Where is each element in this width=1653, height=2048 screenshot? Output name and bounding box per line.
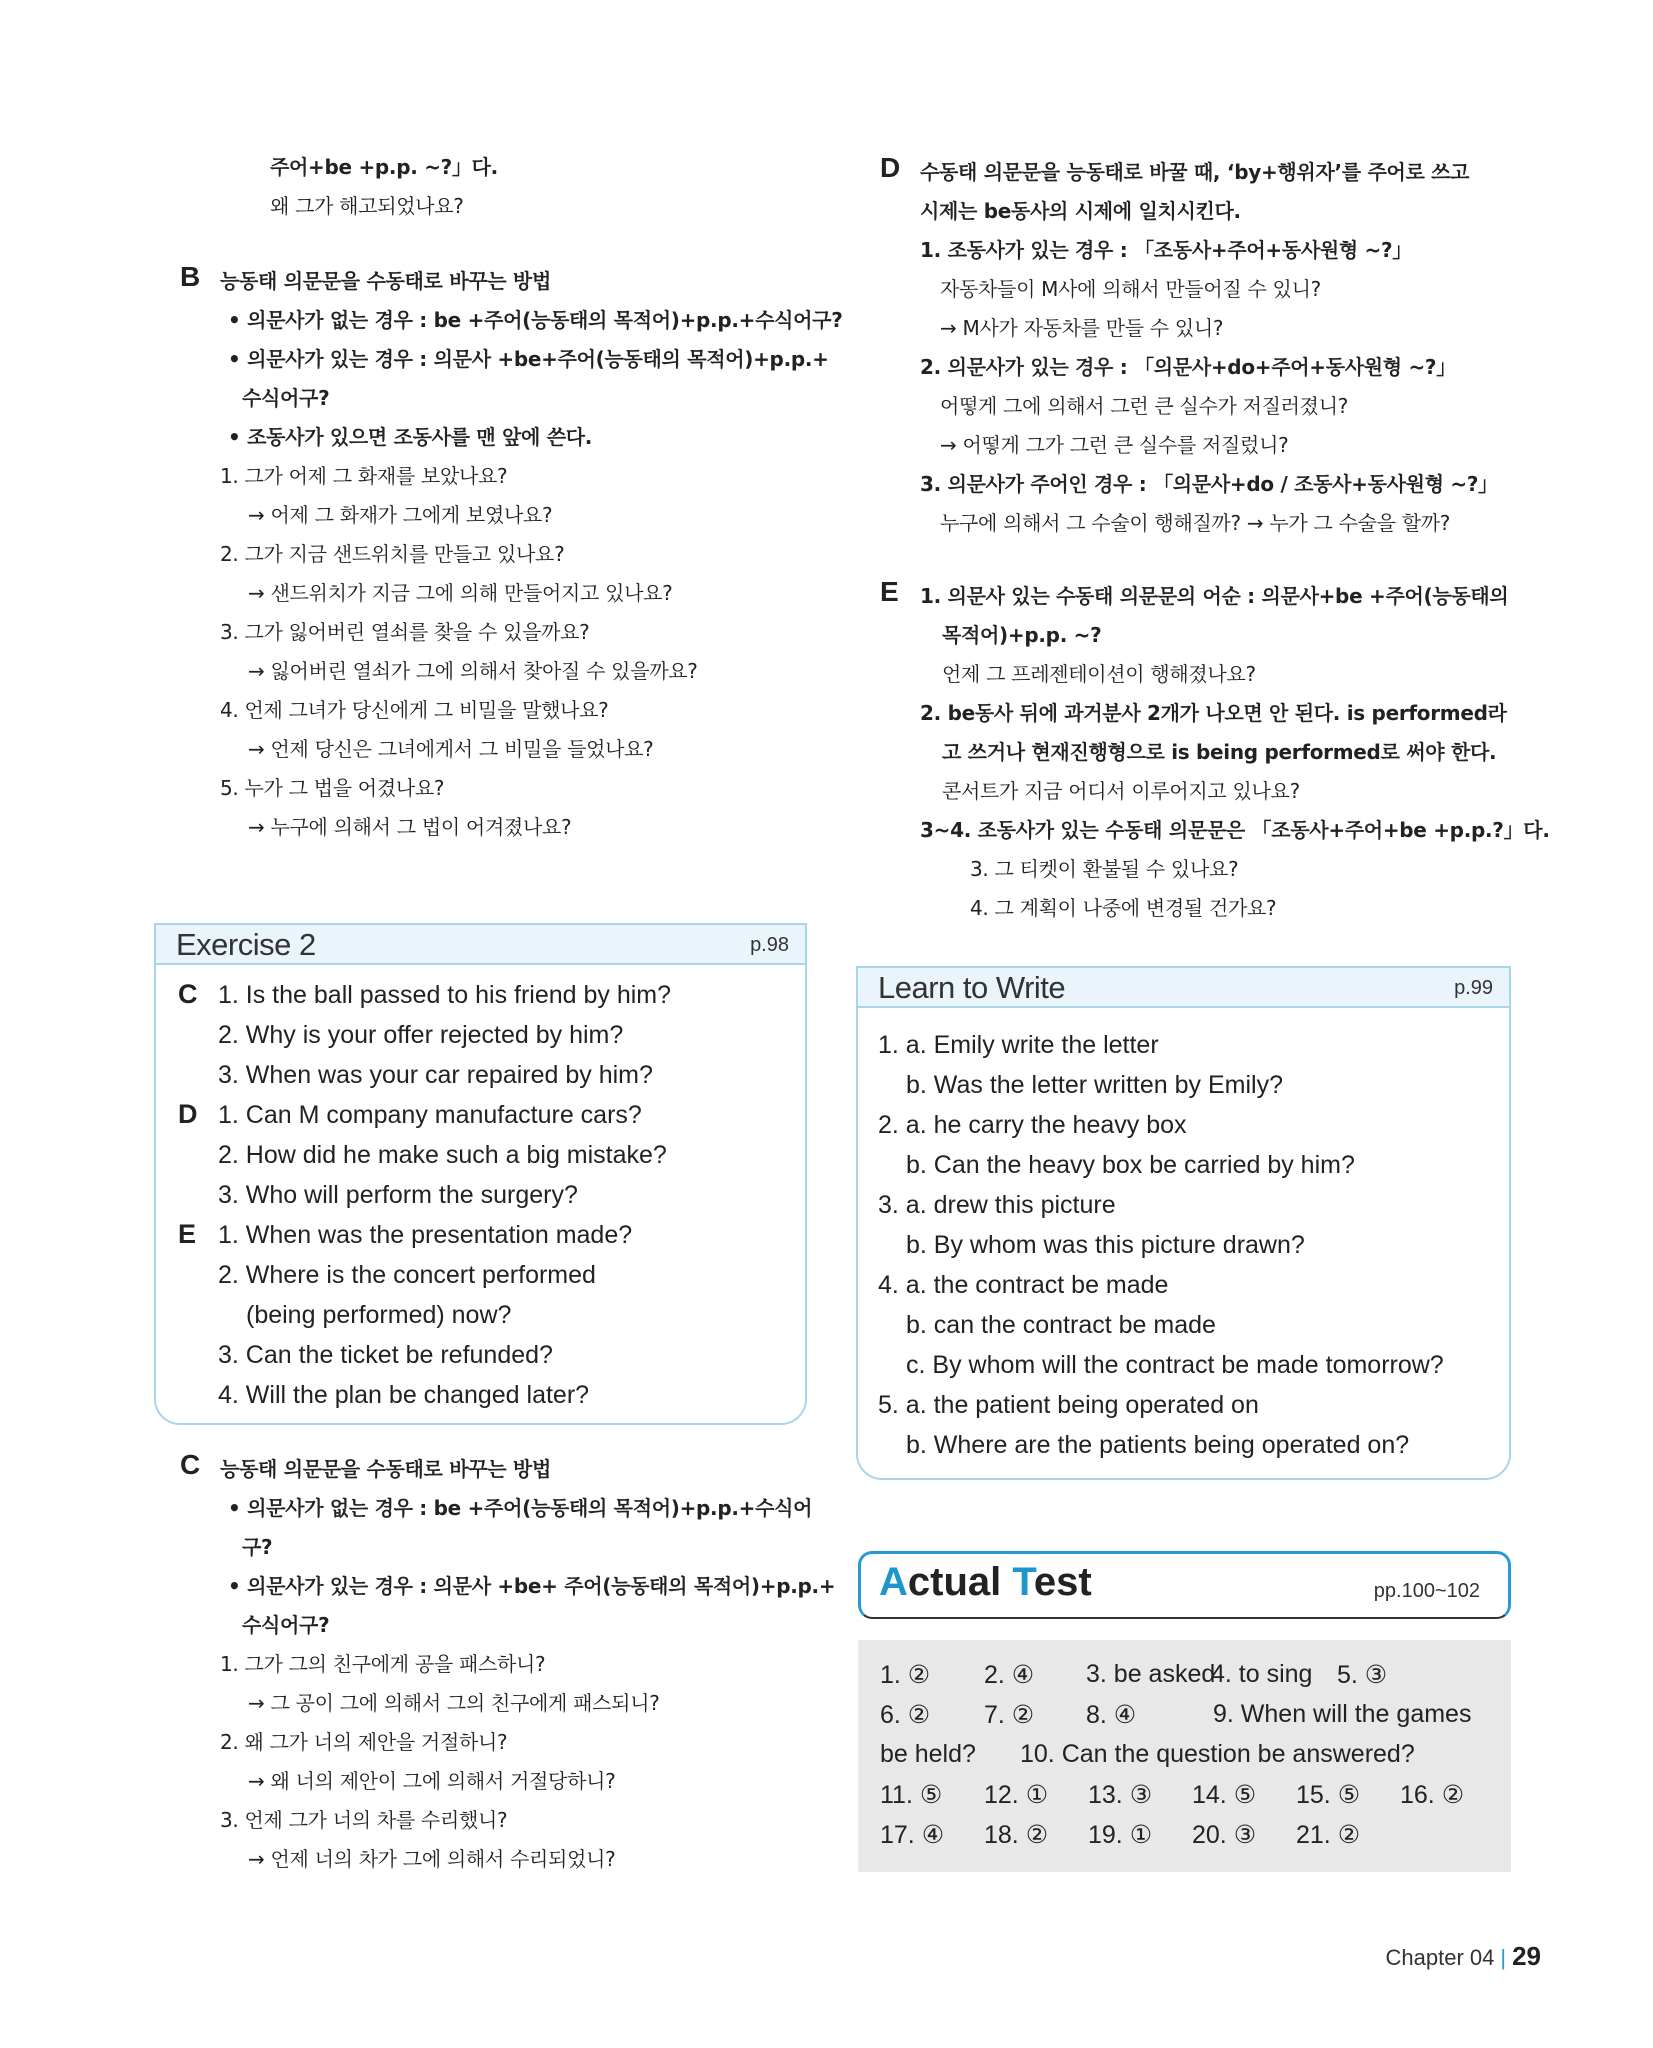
learn-to-write-line: 2. a. he carry the heavy box (878, 1111, 1187, 1139)
text-line: 구? (242, 1535, 273, 1559)
answer-item: 13. ③ (1088, 1781, 1153, 1809)
exercise-answer: 2. How did he make such a big mistake? (218, 1141, 667, 1169)
exercise-2-title: Exercise 2 (176, 927, 316, 962)
footer-separator: | (1500, 1945, 1507, 1970)
exercise-2-box (154, 923, 807, 1425)
learn-to-write-body (858, 1008, 1509, 1465)
answer-item: 11. ⑤ (880, 1781, 943, 1809)
learn-to-write-line: c. By whom will the contract be made tomorrow? (906, 1351, 1444, 1379)
answer-item: 6. ② (880, 1701, 931, 1729)
answer-item: 9. When will the games (1213, 1700, 1472, 1728)
section-d-lines (920, 153, 1498, 543)
text-line: 수식어구? (242, 386, 330, 410)
exercise-answer: 3. Can the ticket be refunded? (218, 1341, 553, 1369)
text-line: 3~4. 조동사가 있는 수동태 의문문은 「조동사+주어+be +p.p.?」다. (920, 818, 1550, 842)
text-line: 5. 누가 그 법을 어겼나요? (220, 776, 445, 800)
exercise-answer: 1. Is the ball passed to his friend by him? (218, 981, 672, 1009)
answer-item: 2. ④ (984, 1661, 1035, 1689)
text-line: • 의문사가 있는 경우 : 의문사 +be+주어(능동태의 목적어)+p.p.+ (228, 347, 829, 371)
learn-to-write-line: b. Was the letter written by Emily? (906, 1071, 1283, 1099)
text-line: → 왜 너의 제안이 그에 의해서 거절당하니? (248, 1769, 616, 1793)
actual-test-pages: pp.100~102 (1373, 1580, 1480, 1602)
learn-to-write-line: 1. a. Emily write the letter (878, 1031, 1159, 1059)
learn-to-write-page: p.99 (1454, 977, 1493, 999)
exercise-answer: 3. Who will perform the surgery? (218, 1181, 578, 1209)
text-line: → 어제 그 화재가 그에게 보였나요? (248, 503, 553, 527)
text-line: → 샌드위치가 지금 그에 의해 만들어지고 있나요? (248, 581, 673, 605)
answer-item: 10. Can the question be answered? (1020, 1740, 1415, 1768)
answer-item: 3. be asked (1086, 1660, 1216, 1688)
learn-to-write-line: b. can the contract be made (906, 1311, 1216, 1339)
learn-to-write-line: b. By whom was this picture drawn? (906, 1231, 1305, 1259)
section-e-lines (920, 577, 1550, 928)
text-line: → 어떻게 그가 그런 큰 실수를 저질렀니? (940, 433, 1289, 457)
learn-to-write-header (858, 968, 1509, 1008)
answer-item: 19. ① (1088, 1821, 1153, 1849)
section-letter-b: B (180, 261, 201, 292)
learn-to-write-line: 4. a. the contract be made (878, 1271, 1169, 1299)
actual-test-header (858, 1551, 1511, 1619)
exercise-answer: (being performed) now? (246, 1301, 512, 1329)
text-line: • 조동사가 있으면 조동사를 맨 앞에 쓴다. (228, 425, 593, 449)
exercise-2-body (156, 965, 805, 1409)
text-line: → 언제 당신은 그녀에게서 그 비밀을 들었나요? (248, 737, 654, 761)
answer-item: 16. ② (1400, 1781, 1465, 1809)
text-line: 4. 그 계획이 나중에 변경될 건가요? (970, 896, 1277, 920)
text-line: 1. 그가 그의 친구에게 공을 패스하니? (220, 1652, 546, 1676)
text-line: 언제 그 프레젠테이션이 행해졌나요? (942, 662, 1256, 686)
exercise-answer: 1. Can M company manufacture cars? (218, 1101, 642, 1129)
answer-item: 12. ① (984, 1781, 1049, 1809)
answer-item: 8. ④ (1086, 1701, 1137, 1729)
learn-to-write-line: b. Can the heavy box be carried by him? (906, 1151, 1355, 1179)
text-line: 주어+be +p.p. ~?」다. (270, 155, 498, 179)
learn-to-write-title: Learn to Write (878, 970, 1066, 1005)
answer-item: 1. ② (880, 1661, 931, 1689)
text-line: 2. 의문사가 있는 경우 : 「의문사+do+주어+동사원형 ~?」 (920, 355, 1456, 379)
answer-item: 4. to sing (1211, 1660, 1313, 1688)
answer-item: 5. ③ (1337, 1661, 1388, 1689)
text-line: → 누구에 의해서 그 법이 어겨졌나요? (248, 815, 572, 839)
answer-item: 17. ④ (880, 1821, 945, 1849)
answer-item: be held? (880, 1740, 976, 1768)
text-line: 2. be동사 뒤에 과거분사 2개가 나오면 안 된다. is performed라 (920, 701, 1507, 725)
text-line: 어떻게 그에 의해서 그런 큰 실수가 저질러졌니? (940, 394, 1349, 418)
section-letter-d: D (880, 152, 901, 183)
page-footer (1386, 1941, 1542, 1972)
text-line: 목적어)+p.p. ~? (942, 623, 1102, 647)
text-line: 자동차들이 M사에 의해서 만들어질 수 있니? (940, 277, 1321, 301)
exercise-answer: 2. Why is your offer rejected by him? (218, 1021, 624, 1049)
left-top-block (270, 148, 498, 226)
exercise-letter: C (178, 979, 198, 1009)
exercise-answer: 3. When was your car repaired by him? (218, 1061, 653, 1089)
section-letter-e: E (880, 576, 899, 607)
section-c-lines (220, 1450, 835, 1879)
text-line: 시제는 be동사의 시제에 일치시킨다. (920, 199, 1241, 223)
text-line: 4. 언제 그녀가 당신에게 그 비밀을 말했나요? (220, 698, 609, 722)
actual-test-answers (858, 1640, 1511, 1872)
text-line: → 언제 너의 차가 그에 의해서 수리되었니? (248, 1847, 616, 1871)
text-line: 3. 의문사가 주어인 경우 : 「의문사+do / 조동사+동사원형 ~?」 (920, 472, 1498, 496)
text-line: → 잃어버린 열쇠가 그에 의해서 찾아질 수 있을까요? (248, 659, 698, 683)
answer-item: 21. ② (1296, 1821, 1361, 1849)
text-line: 수식어구? (242, 1613, 330, 1637)
learn-to-write-line: b. Where are the patients being operated on? (906, 1431, 1410, 1459)
text-line: 2. 그가 지금 샌드위치를 만들고 있나요? (220, 542, 565, 566)
exercise-2-page: p.98 (750, 934, 789, 956)
section-b-lines (220, 262, 843, 847)
text-line: 3. 언제 그가 너의 차를 수리했니? (220, 1808, 508, 1832)
text-line: 3. 그 티켓이 환불될 수 있나요? (970, 857, 1239, 881)
exercise-letter: E (178, 1219, 197, 1249)
exercise-2-header (156, 925, 805, 965)
learn-to-write-line: 3. a. drew this picture (878, 1191, 1116, 1219)
learn-to-write-box (856, 966, 1511, 1480)
answer-item: 18. ② (984, 1821, 1049, 1849)
text-line: 1. 조동사가 있는 경우 : 「조동사+주어+동사원형 ~?」 (920, 238, 1413, 262)
exercise-letter: D (178, 1099, 198, 1129)
text-line: • 의문사가 있는 경우 : 의문사 +be+ 주어(능동태의 목적어)+p.p.+ (228, 1574, 836, 1598)
actual-test-title: Actual Test (879, 1560, 1092, 1604)
answer-item: 14. ⑤ (1192, 1781, 1257, 1809)
text-line: → 그 공이 그에 의해서 그의 친구에게 패스되니? (248, 1691, 660, 1715)
answer-item: 7. ② (984, 1701, 1035, 1729)
text-line: 누구에 의해서 그 수술이 행해질까? → 누가 그 수술을 할까? (940, 511, 1451, 535)
text-line: 왜 그가 해고되었나요? (270, 194, 464, 218)
text-line: 수동태 의문문을 능동태로 바꿀 때, ‘by+행위자’를 주어로 쓰고 (920, 160, 1470, 184)
text-line: 콘서트가 지금 어디서 이루어지고 있나요? (942, 779, 1300, 803)
text-line: 2. 왜 그가 너의 제안을 거절하니? (220, 1730, 508, 1754)
exercise-answer: 4. Will the plan be changed later? (218, 1381, 590, 1409)
text-line: 능동태 의문문을 수동태로 바꾸는 방법 (220, 269, 551, 293)
section-letter-c: C (180, 1449, 201, 1480)
text-line: 1. 의문사 있는 수동태 의문문의 어순 : 의문사+be +주어(능동태의 (920, 584, 1509, 608)
text-line: 1. 그가 어제 그 화재를 보았나요? (220, 464, 508, 488)
text-line: 능동태 의문문을 수동태로 바꾸는 방법 (220, 1457, 551, 1481)
answer-item: 15. ⑤ (1296, 1781, 1361, 1809)
exercise-answer: 2. Where is the concert performed (218, 1261, 596, 1289)
text-line: 3. 그가 잃어버린 열쇠를 찾을 수 있을까요? (220, 620, 590, 644)
text-line: 고 쓰거나 현재진행형으로 is being performed로 써야 한다. (942, 740, 1497, 764)
learn-to-write-line: 5. a. the patient being operated on (878, 1391, 1259, 1419)
answer-item: 20. ③ (1192, 1821, 1257, 1849)
text-line: → M사가 자동차를 만들 수 있니? (940, 316, 1224, 340)
page-number: 29 (1512, 1941, 1541, 1971)
exercise-answer: 1. When was the presentation made? (218, 1221, 633, 1249)
text-line: • 의문사가 없는 경우 : be +주어(능동태의 목적어)+p.p.+수식어 (228, 1496, 813, 1520)
chapter-label: Chapter 04 (1385, 1945, 1495, 1970)
text-line: • 의문사가 없는 경우 : be +주어(능동태의 목적어)+p.p.+수식어구? (228, 308, 843, 332)
